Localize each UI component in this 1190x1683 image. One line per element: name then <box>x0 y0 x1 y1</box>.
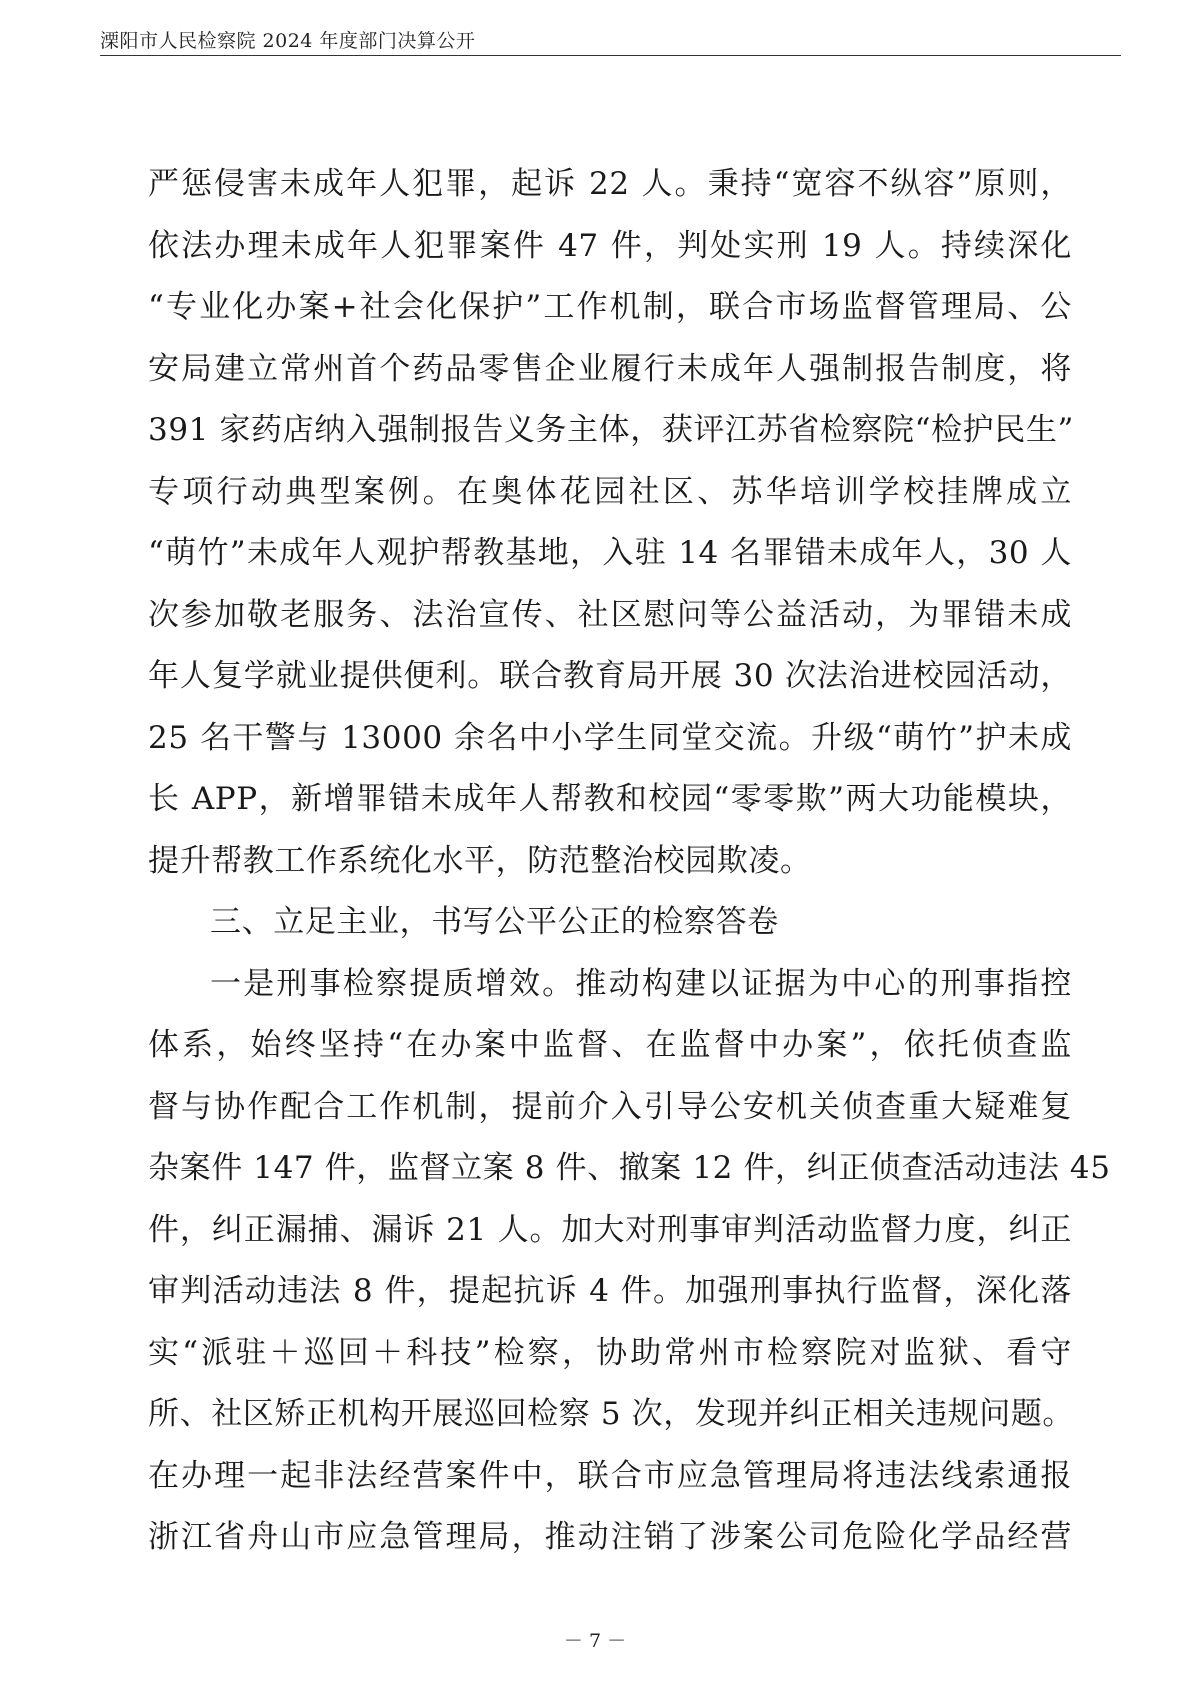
text-line: 严惩侵害未成年人犯罪，起诉 22 人。秉持“宽容不纵容”原则， <box>148 166 1072 202</box>
section-heading: 三、立足主业，书写公平公正的检察答卷 <box>210 904 779 940</box>
paragraph-first-line: 一是刑事检察提质增效。推动构建以证据为中心的刑事指控 <box>210 965 1072 1002</box>
text-line: 审判活动违法 8 件，提起抗诉 4 件。加强刑事执行监督，深化落 <box>148 1273 1072 1309</box>
text-line: 25 名干警与 13000 余名中小学生同堂交流。升级“萌竹”护未成 <box>148 719 1072 756</box>
text-line: 督与协作配合工作机制，提前介入引导公安机关侦查重大疑难复 <box>148 1088 1072 1125</box>
text-line: “专业化办案+社会化保护”工作机制，联合市场监督管理局、公 <box>148 289 1072 325</box>
text-line: “萌竹”未成年人观护帮教基地，入驻 14 名罪错未成年人，30 人 <box>148 535 1072 571</box>
text-line: 依法办理未成年人犯罪案件 47 件，判处实刑 19 人。持续深化 <box>148 227 1072 264</box>
text-line: 杂案件 147 件，监督立案 8 件、撤案 12 件，纠正侦查活动违法 45 <box>148 1150 1111 1186</box>
text-line: 专项行动典型案例。在奥体花园社区、苏华培训学校挂牌成立 <box>148 473 1072 510</box>
text-line: 件，纠正漏捕、漏诉 21 人。加大对刑事审判活动监督力度，纠正 <box>148 1211 1072 1248</box>
running-header: 溧阳市人民检察院 2024 年度部门决算公开 <box>100 30 476 52</box>
text-line: 实“派驻＋巡回＋科技”检察，协助常州市检察院对监狱、看守 <box>148 1334 1072 1371</box>
text-line: 体系，始终坚持“在办案中监督、在监督中办案”，依托侦查监 <box>148 1027 1072 1063</box>
text-line: 391 家药店纳入强制报告义务主体，获评江苏省检察院“检护民生” <box>148 412 1074 448</box>
text-line: 长 APP，新增罪错未成年人帮教和校园“零零欺”两大功能模块， <box>148 781 1072 817</box>
body-text <box>148 154 1111 1569</box>
text-line: 所、社区矫正机构开展巡回检察 5 次，发现并纠正相关违规问题。 <box>148 1396 1075 1432</box>
text-line: 提升帮教工作系统化水平，防范整治校园欺凌。 <box>148 842 812 879</box>
text-line: 在办理一起非法经营案件中，联合市应急管理局将违法线索通报 <box>148 1457 1072 1494</box>
header-divider <box>100 55 1121 56</box>
text-line: 安局建立常州首个药品零售企业履行未成年人强制报告制度，将 <box>148 350 1072 387</box>
text-line: 次参加敬老服务、法治宣传、社区慰问等公益活动，为罪错未成 <box>148 596 1072 633</box>
text-line: 年人复学就业提供便利。联合教育局开展 30 次法治进校园活动， <box>148 658 1072 694</box>
page-number: － 7 － <box>563 1630 627 1652</box>
text-line: 浙江省舟山市应急管理局，推动注销了涉案公司危险化学品经营 <box>148 1519 1072 1555</box>
